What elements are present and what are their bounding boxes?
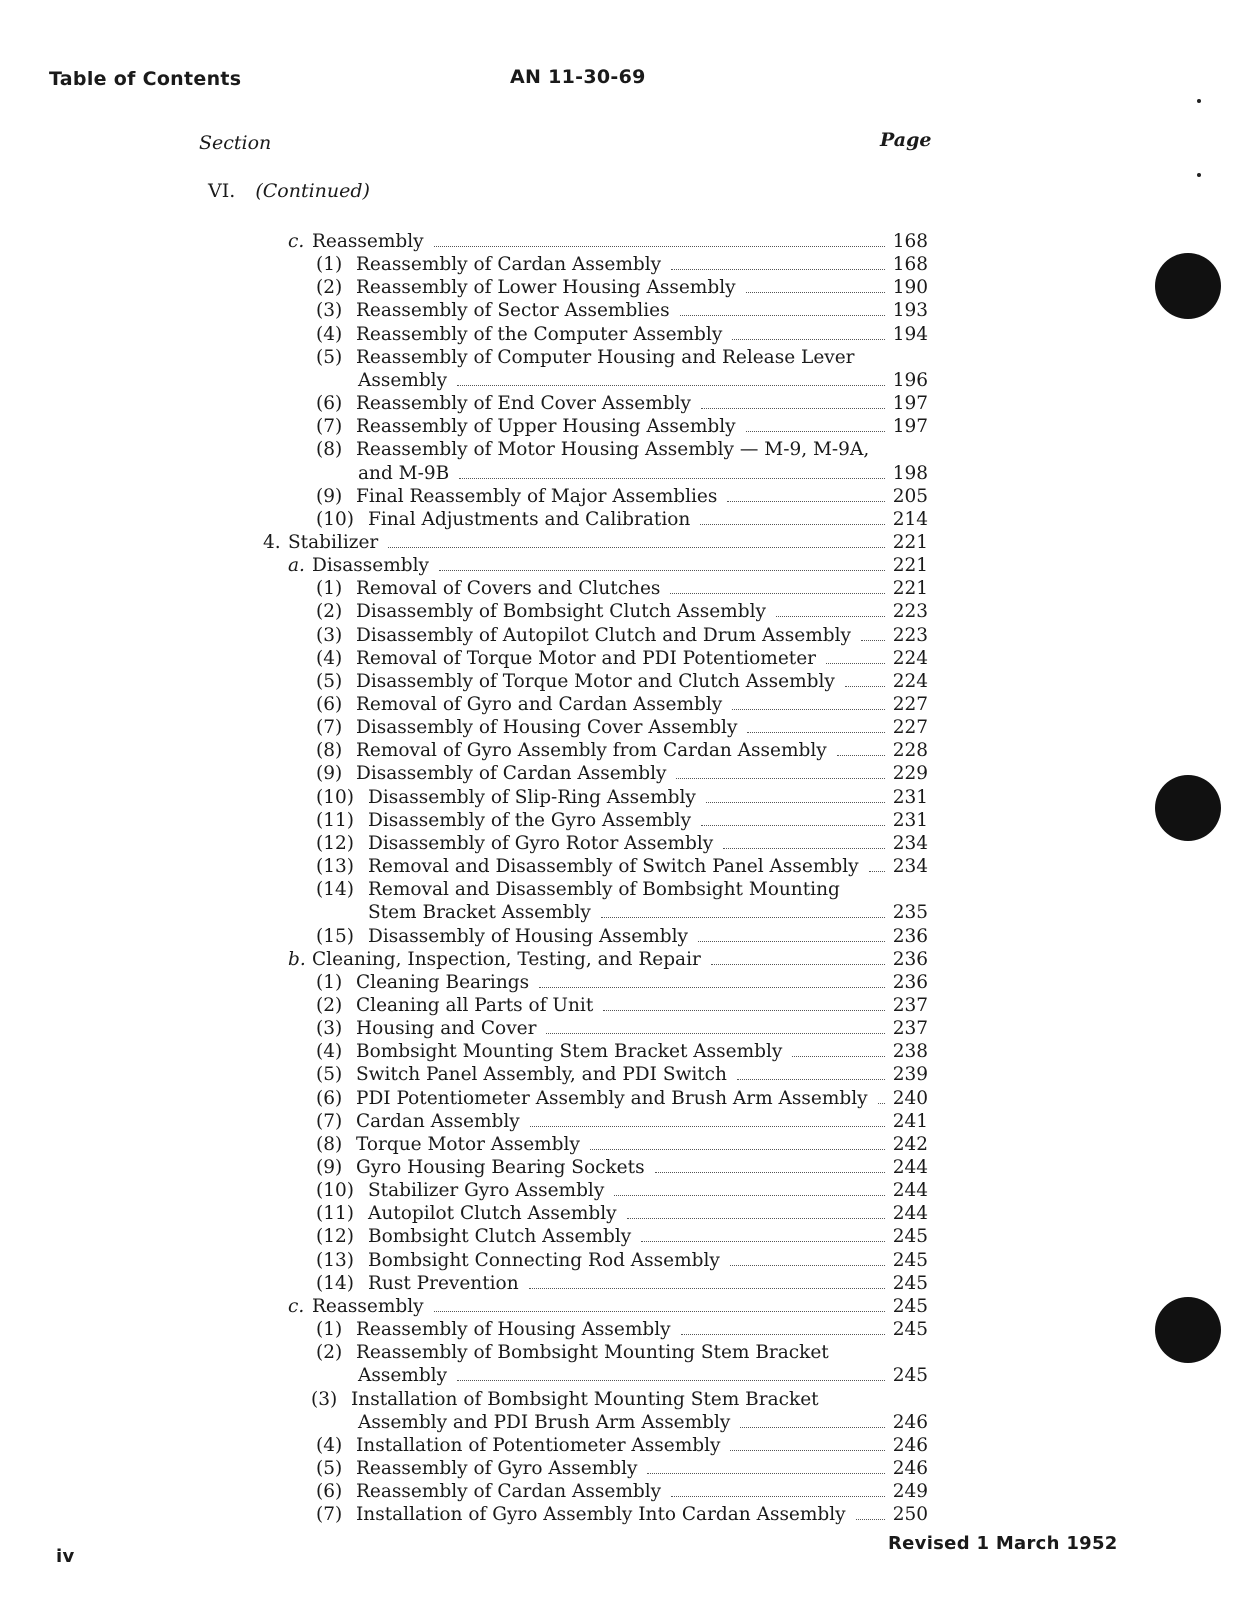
dot-leader xyxy=(457,1380,885,1381)
dot-leader xyxy=(439,570,885,571)
toc-entry-page: 221 xyxy=(892,578,928,600)
margin-mark xyxy=(1197,99,1201,103)
toc-entry-page: 250 xyxy=(892,1504,928,1526)
toc-entry[interactable] xyxy=(0,323,928,346)
toc-entry-title: Bombsight Clutch Assembly xyxy=(368,1226,632,1248)
toc-entry[interactable] xyxy=(0,1249,928,1272)
dot-leader xyxy=(434,246,885,247)
toc-entry[interactable] xyxy=(0,948,928,971)
toc-entry-number: (6) xyxy=(316,1087,343,1109)
toc-entry-title: Reassembly xyxy=(312,1295,424,1317)
toc-entry-number: (2) xyxy=(316,994,343,1016)
toc-entry[interactable] xyxy=(0,1503,928,1526)
dot-leader xyxy=(845,686,885,687)
toc-entry-page: 168 xyxy=(892,231,928,252)
toc-entry-title: Disassembly of Housing Assembly xyxy=(368,925,688,947)
toc-entry-page: 198 xyxy=(892,462,928,484)
toc-entry-number: (1) xyxy=(316,1319,343,1341)
dot-leader xyxy=(603,1010,885,1011)
toc-entry-page: 228 xyxy=(892,740,928,762)
running-header-title: Table of Contents xyxy=(49,68,242,90)
toc-entry[interactable] xyxy=(0,554,928,577)
dot-leader xyxy=(698,941,885,942)
toc-entry-title: Bombsight Connecting Rod Assembly xyxy=(368,1249,720,1271)
dot-leader xyxy=(539,987,885,988)
toc-entry-number: (12) xyxy=(316,832,354,854)
toc-entry-number: (5) xyxy=(316,1457,343,1479)
dot-leader xyxy=(701,408,885,409)
dot-leader xyxy=(746,292,885,293)
toc-entry-title: Reassembly of Cardan Assembly xyxy=(356,1481,662,1503)
revision-date: Revised 1 March 1952 xyxy=(888,1533,1118,1554)
toc-entry[interactable] xyxy=(0,1156,928,1179)
toc-entry-title: Reassembly of Lower Housing Assembly xyxy=(356,277,736,299)
toc-entry-page: 224 xyxy=(892,670,928,692)
toc-entry-number: (11) xyxy=(316,1203,354,1225)
toc-entry[interactable] xyxy=(0,901,928,924)
toc-entry[interactable] xyxy=(0,346,928,369)
toc-entry-title: Switch Panel Assembly, and PDI Switch xyxy=(356,1064,727,1086)
toc-entry[interactable] xyxy=(0,1364,928,1387)
dot-leader xyxy=(641,1241,885,1242)
dot-leader xyxy=(732,339,885,340)
toc-entry[interactable] xyxy=(0,392,928,415)
toc-entry-number: (9) xyxy=(316,1157,343,1178)
toc-entry-page: 235 xyxy=(892,902,928,924)
dot-leader xyxy=(737,1079,885,1080)
toc-entry-page: 196 xyxy=(892,369,928,391)
dot-leader xyxy=(776,616,885,617)
toc-entry[interactable] xyxy=(0,1087,928,1110)
toc-entry-number: (8) xyxy=(316,1133,343,1155)
toc-entry[interactable] xyxy=(0,230,928,253)
toc-entry-page: 221 xyxy=(892,555,928,577)
toc-entry-number: (6) xyxy=(316,393,343,415)
toc-entry-title: Cleaning Bearings xyxy=(356,971,530,993)
dot-leader xyxy=(627,1218,885,1219)
toc-entry-number: (5) xyxy=(316,670,343,692)
toc-entry[interactable] xyxy=(0,1225,928,1248)
toc-entry[interactable] xyxy=(0,577,928,600)
toc-entry-title: Reassembly of Bombsight Mounting Stem Bracket xyxy=(356,1342,829,1364)
dot-leader xyxy=(655,1172,885,1173)
toc-entry-page: 231 xyxy=(892,786,928,808)
toc-entry-number: b. xyxy=(288,948,306,970)
toc-entry-page: 237 xyxy=(892,1018,928,1040)
toc-entry-page: 236 xyxy=(892,925,928,947)
toc-entry-title: Installation of Potentiometer Assembly xyxy=(356,1434,721,1456)
toc-entry-title: Reassembly of Computer Housing and Release Lever xyxy=(356,346,855,368)
toc-entry-title: Removal of Torque Motor and PDI Potentiometer xyxy=(356,647,817,669)
toc-entry-page: 245 xyxy=(892,1272,928,1294)
page-column-label: Page xyxy=(880,129,932,151)
toc-entry[interactable] xyxy=(0,299,928,322)
toc-entry-title: Disassembly of Autopilot Clutch and Drum Assembly xyxy=(356,624,851,646)
toc-entry-number: (3) xyxy=(316,624,343,646)
toc-entry-number: (7) xyxy=(316,1504,343,1526)
toc-entry-number: (2) xyxy=(316,1342,343,1364)
toc-entry-title: Autopilot Clutch Assembly xyxy=(368,1203,617,1225)
toc-entry-title: Disassembly of Bombsight Clutch Assembly xyxy=(356,601,766,623)
toc-entry[interactable] xyxy=(0,1179,928,1202)
toc-entry[interactable] xyxy=(0,600,928,623)
toc-entry[interactable] xyxy=(0,369,928,392)
dot-leader xyxy=(732,709,885,710)
toc-entry-title: Reassembly of Motor Housing Assembly — M-9, M-9A, xyxy=(356,439,870,461)
binder-hole xyxy=(1155,253,1221,319)
toc-entry-page: 241 xyxy=(892,1110,928,1132)
dot-leader xyxy=(457,385,885,386)
toc-entry-number: (14) xyxy=(316,879,354,901)
toc-entry-title: Disassembly xyxy=(312,555,429,577)
toc-entry-number: (10) xyxy=(316,786,354,808)
dot-leader xyxy=(727,501,885,502)
toc-entry-title: Final Reassembly of Major Assemblies xyxy=(356,485,718,507)
toc-entry[interactable] xyxy=(0,1457,928,1480)
toc-entry-page: 249 xyxy=(892,1481,928,1503)
toc-entry-title: Bombsight Mounting Stem Bracket Assembly xyxy=(356,1041,783,1063)
toc-entry[interactable] xyxy=(0,693,928,716)
toc-entry-title: Rust Prevention xyxy=(368,1272,519,1294)
toc-entry-number: (4) xyxy=(316,647,343,669)
toc-entry-number: (8) xyxy=(316,740,343,762)
toc-entry[interactable] xyxy=(0,878,928,901)
binder-hole xyxy=(1155,1297,1221,1363)
toc-entry-number: a. xyxy=(288,555,305,577)
toc-entry[interactable] xyxy=(0,762,928,785)
toc-entry-number: (10) xyxy=(316,508,354,530)
toc-entry[interactable] xyxy=(0,1202,928,1225)
dot-leader xyxy=(388,547,885,548)
toc-entry-title: Assembly and PDI Brush Arm Assembly xyxy=(358,1411,731,1433)
toc-entry-number: (9) xyxy=(316,485,343,507)
dot-leader xyxy=(747,732,885,733)
dot-leader xyxy=(529,1288,885,1289)
dot-leader xyxy=(730,1450,885,1451)
toc-entry-title: Reassembly of Gyro Assembly xyxy=(356,1457,638,1479)
toc-entry[interactable] xyxy=(0,624,928,647)
toc-entry-page: 245 xyxy=(892,1249,928,1271)
toc-entry-page: 245 xyxy=(892,1226,928,1248)
dot-leader xyxy=(730,1265,885,1266)
toc-entry[interactable] xyxy=(0,925,928,948)
toc-entry-page: 229 xyxy=(892,763,928,785)
toc-entry[interactable] xyxy=(0,1295,928,1318)
toc-entry-number: (10) xyxy=(316,1180,354,1202)
dot-leader xyxy=(711,964,885,965)
dot-leader xyxy=(459,478,885,479)
dot-leader xyxy=(826,663,885,664)
toc-entry-title: Final Adjustments and Calibration xyxy=(368,508,691,530)
toc-entry[interactable] xyxy=(0,276,928,299)
toc-entry-page: 246 xyxy=(892,1434,928,1456)
toc-entry-page: 244 xyxy=(892,1180,928,1202)
toc-entry-title: Torque Motor Assembly xyxy=(356,1133,580,1155)
toc-entry-page: 245 xyxy=(892,1365,928,1387)
toc-entry-number: (2) xyxy=(316,601,343,623)
toc-entry-number: (3) xyxy=(316,1018,343,1040)
dot-leader xyxy=(671,1496,885,1497)
dot-leader xyxy=(701,825,885,826)
toc-entry-number: (13) xyxy=(316,1249,354,1271)
toc-entry-page: 238 xyxy=(892,1041,928,1063)
toc-entry-title: Assembly xyxy=(358,1365,448,1387)
toc-entry-title: Reassembly of End Cover Assembly xyxy=(356,393,691,415)
toc-entry-number: (9) xyxy=(316,763,343,785)
toc-entry-title: PDI Potentiometer Assembly and Brush Arm Assembly xyxy=(356,1087,868,1109)
toc-entry-page: 197 xyxy=(892,393,928,415)
toc-entry-title: Removal and Disassembly of Bombsight Mounting xyxy=(368,879,840,901)
toc-entry-number: (6) xyxy=(316,1481,343,1503)
dot-leader xyxy=(740,1427,885,1428)
toc-entry-title: Housing and Cover xyxy=(356,1018,537,1040)
section-numeral: VI. xyxy=(208,180,236,202)
toc-entry-page: 227 xyxy=(892,717,928,739)
toc-entry[interactable] xyxy=(0,1110,928,1133)
toc-entry-number: (4) xyxy=(316,323,343,345)
dot-leader xyxy=(680,315,885,316)
toc-entry-page: 239 xyxy=(892,1064,928,1086)
toc-entry-title: Disassembly of Torque Motor and Clutch Assembly xyxy=(356,670,835,692)
toc-entry[interactable] xyxy=(0,1133,928,1156)
dot-leader xyxy=(700,524,885,525)
toc-entry[interactable] xyxy=(0,1272,928,1295)
toc-entry-page: 244 xyxy=(892,1157,928,1178)
toc-entry-page: 236 xyxy=(892,948,928,970)
toc-entry-page: 214 xyxy=(892,508,928,530)
toc-entry[interactable] xyxy=(0,647,928,670)
toc-entry[interactable] xyxy=(0,1434,928,1457)
toc-entry-title: Disassembly of the Gyro Assembly xyxy=(368,809,692,831)
toc-entry-page: 194 xyxy=(892,323,928,345)
toc-entry[interactable] xyxy=(0,670,928,693)
toc-entry-page: 245 xyxy=(892,1295,928,1317)
toc-entry[interactable] xyxy=(0,1040,928,1063)
toc-entry-title: Installation of Bombsight Mounting Stem Bracket xyxy=(351,1388,819,1410)
toc-entry-title: Removal and Disassembly of Switch Panel Assembly xyxy=(368,856,859,878)
toc-entry-title: Removal of Covers and Clutches xyxy=(356,578,661,600)
toc-entry-title: Reassembly of Upper Housing Assembly xyxy=(356,416,736,438)
toc-entry-page: 197 xyxy=(892,416,928,438)
toc-entry-title: Reassembly of Housing Assembly xyxy=(356,1319,671,1341)
toc-entry[interactable] xyxy=(0,508,928,531)
dot-leader xyxy=(746,431,885,432)
dot-leader xyxy=(856,1519,885,1520)
toc-entry-number: (3) xyxy=(316,300,343,322)
dot-leader xyxy=(590,1149,885,1150)
toc-entry[interactable] xyxy=(0,1480,928,1503)
toc-entry-number: (2) xyxy=(316,277,343,299)
toc-entry-number: (1) xyxy=(316,578,343,600)
dot-leader xyxy=(792,1056,885,1057)
toc-entry-number: (7) xyxy=(316,717,343,739)
toc-entry-title: Reassembly of Sector Assemblies xyxy=(356,300,670,322)
toc-entry[interactable] xyxy=(0,531,928,554)
toc-entry-number: (7) xyxy=(316,1110,343,1132)
toc-entry-number: (5) xyxy=(316,346,343,368)
toc-entry-title: Reassembly of Cardan Assembly xyxy=(356,254,662,276)
toc-entry-title: Cleaning, Inspection, Testing, and Repair xyxy=(312,948,701,970)
toc-entry[interactable] xyxy=(0,253,928,276)
dot-leader xyxy=(869,871,885,872)
toc-entry-title: and M-9B xyxy=(358,462,450,484)
toc-entry-title: Removal of Gyro and Cardan Assembly xyxy=(356,694,723,715)
toc-entry-title: Stabilizer Gyro Assembly xyxy=(368,1180,605,1202)
toc-entry-title: Removal of Gyro Assembly from Cardan Assembly xyxy=(356,740,827,762)
toc-entry-page: 224 xyxy=(892,647,928,669)
toc-entry-page: 168 xyxy=(892,254,928,276)
document-number: AN 11-30-69 xyxy=(510,66,646,88)
toc-entry-page: 223 xyxy=(892,624,928,646)
toc-entry-number: (1) xyxy=(316,971,343,993)
toc-entry[interactable] xyxy=(0,415,928,438)
page-number: iv xyxy=(56,1546,75,1567)
toc-entry-page: 205 xyxy=(892,485,928,507)
binder-hole xyxy=(1155,775,1221,841)
dot-leader xyxy=(434,1311,885,1312)
toc-entry[interactable] xyxy=(0,462,928,485)
toc-entry-page: 227 xyxy=(892,694,928,715)
dot-leader xyxy=(878,1103,885,1104)
toc-entry-number: 4. xyxy=(263,531,281,553)
toc-entry-number: (8) xyxy=(316,439,343,461)
toc-entry-number: c. xyxy=(288,1295,305,1317)
toc-entry[interactable] xyxy=(0,1063,928,1086)
toc-entry-page: 240 xyxy=(892,1087,928,1109)
toc-entry-number: (11) xyxy=(316,809,354,831)
toc-entry-number: (4) xyxy=(316,1434,343,1456)
dot-leader xyxy=(676,778,885,779)
continued-note: (Continued) xyxy=(255,180,370,202)
toc-entry-page: 190 xyxy=(892,277,928,299)
toc-entry-page: 193 xyxy=(892,300,928,322)
toc-entry-title: Stabilizer xyxy=(288,531,379,553)
toc-entry-title: Disassembly of Cardan Assembly xyxy=(356,763,667,785)
dot-leader xyxy=(706,802,885,803)
margin-mark xyxy=(1197,173,1201,177)
toc-entry-page: 234 xyxy=(892,856,928,878)
toc-entry-title: Stem Bracket Assembly xyxy=(368,902,591,924)
toc-entry-title: Cleaning all Parts of Unit xyxy=(356,994,594,1016)
toc-entry-title: Gyro Housing Bearing Sockets xyxy=(356,1157,645,1178)
dot-leader xyxy=(681,1334,885,1335)
toc-entry-title: Reassembly of the Computer Assembly xyxy=(356,323,723,345)
toc-entry[interactable] xyxy=(0,739,928,762)
toc-entry[interactable] xyxy=(0,1411,928,1434)
toc-entry-page: 236 xyxy=(892,971,928,993)
toc-entry[interactable] xyxy=(0,1341,928,1364)
toc-entry-page: 242 xyxy=(892,1133,928,1155)
dot-leader xyxy=(546,1033,885,1034)
toc-entry-number: (4) xyxy=(316,1041,343,1063)
toc-entry[interactable] xyxy=(0,809,928,832)
toc-entry-title: Reassembly xyxy=(312,231,424,252)
toc-entry-page: 231 xyxy=(892,809,928,831)
toc-entry-page: 221 xyxy=(892,531,928,553)
toc-entry-title: Installation of Gyro Assembly Into Cardan Assembly xyxy=(356,1504,846,1526)
toc-entry-number: (6) xyxy=(316,694,343,715)
toc-entry[interactable] xyxy=(0,1318,928,1341)
toc-entry[interactable] xyxy=(0,1017,928,1040)
toc-entry[interactable] xyxy=(0,855,928,878)
section-column-label: Section xyxy=(199,132,272,154)
toc-entry-title: Disassembly of Gyro Rotor Assembly xyxy=(368,832,714,854)
dot-leader xyxy=(671,269,885,270)
toc-entry-number: (12) xyxy=(316,1226,354,1248)
dot-leader xyxy=(837,755,885,756)
toc-entry-title: Assembly xyxy=(358,369,448,391)
toc-entry[interactable] xyxy=(0,832,928,855)
toc-entry-number: (1) xyxy=(316,254,343,276)
dot-leader xyxy=(723,848,885,849)
dot-leader xyxy=(861,640,885,641)
toc-entry-title: Disassembly of Slip-Ring Assembly xyxy=(368,786,696,808)
dot-leader xyxy=(530,1126,885,1127)
dot-leader xyxy=(614,1195,885,1196)
dot-leader xyxy=(670,593,885,594)
toc-entry[interactable] xyxy=(0,485,928,508)
toc-entry-page: 246 xyxy=(892,1457,928,1479)
toc-entry-number: (14) xyxy=(316,1272,354,1294)
toc-entry[interactable] xyxy=(0,786,928,809)
toc-entry[interactable] xyxy=(0,994,928,1017)
toc-entry[interactable] xyxy=(0,1388,928,1411)
toc-entry[interactable] xyxy=(0,716,928,739)
toc-entry-number: c. xyxy=(288,231,305,252)
toc-entry-page: 223 xyxy=(892,601,928,623)
toc-entry-page: 246 xyxy=(892,1411,928,1433)
toc-entry-page: 237 xyxy=(892,994,928,1016)
toc-entry-number: (15) xyxy=(316,925,354,947)
dot-leader xyxy=(601,917,885,918)
toc-entry-title: Cardan Assembly xyxy=(356,1110,520,1132)
toc-entry-number: (13) xyxy=(316,856,354,878)
toc-entry[interactable] xyxy=(0,438,928,461)
toc-entry-number: (3) xyxy=(311,1388,338,1410)
toc-entry-title: Disassembly of Housing Cover Assembly xyxy=(356,717,738,739)
toc-entry-page: 234 xyxy=(892,832,928,854)
toc-entry-number: (7) xyxy=(316,416,343,438)
toc-entry-page: 245 xyxy=(892,1319,928,1341)
toc-entry-page: 244 xyxy=(892,1203,928,1225)
section-heading xyxy=(208,180,370,202)
dot-leader xyxy=(647,1473,885,1474)
toc-entry-number: (5) xyxy=(316,1064,343,1086)
toc-entry[interactable] xyxy=(0,971,928,994)
